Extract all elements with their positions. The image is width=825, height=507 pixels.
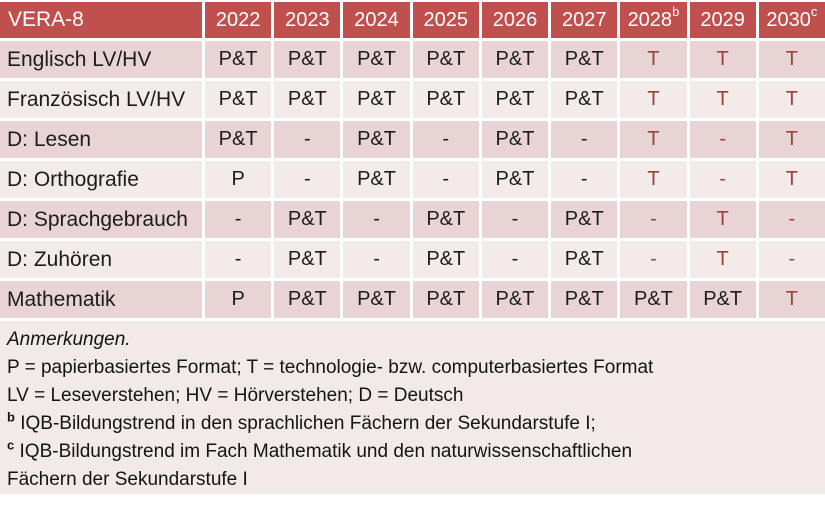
year-header: 2026: [482, 2, 548, 38]
note-footnote-c-continued: Fächern der Sekundarstufe I: [7, 469, 248, 490]
table-cell: P&T: [343, 161, 409, 198]
table-cell: T: [620, 121, 686, 158]
table-cell: T: [690, 201, 756, 238]
table-cell: -: [551, 161, 617, 198]
table-cell: -: [759, 241, 825, 278]
table-cell: T: [759, 81, 825, 118]
table-cell: P&T: [482, 161, 548, 198]
note-abbreviation-legend: LV = Leseverstehen; HV = Hörverstehen; D = Deutsch: [7, 385, 464, 406]
table-cell: -: [690, 161, 756, 198]
row-label: Englisch LV/HV: [0, 41, 202, 78]
table-cell: P&T: [413, 41, 479, 78]
table-cell: -: [343, 241, 409, 278]
table-cell: T: [690, 81, 756, 118]
table-cell: P&T: [482, 121, 548, 158]
table-cell: P&T: [551, 281, 617, 318]
footnote-b-text: IQB-Bildungstrend in den sprachlichen Fächern der Sekundarstufe I;: [20, 413, 596, 434]
year-header: 2027: [551, 2, 617, 38]
table-cell: P&T: [551, 241, 617, 278]
table-cell: T: [620, 161, 686, 198]
table-cell: -: [413, 121, 479, 158]
table-cell: P&T: [551, 201, 617, 238]
table-cell: -: [690, 121, 756, 158]
table-cell: T: [759, 41, 825, 78]
row-label: D: Orthografie: [0, 161, 202, 198]
table-cell: P&T: [343, 81, 409, 118]
table-cell: -: [482, 201, 548, 238]
row-label: D: Lesen: [0, 121, 202, 158]
year-header: 2023: [274, 2, 340, 38]
table-cell: T: [620, 41, 686, 78]
table-cell: T: [759, 281, 825, 318]
table-cell: T: [759, 121, 825, 158]
table-cell: P&T: [413, 241, 479, 278]
table-cell: P&T: [551, 81, 617, 118]
table-cell: T: [690, 241, 756, 278]
table-cell: T: [759, 161, 825, 198]
row-label: D: Zuhören: [0, 241, 202, 278]
table-cell: -: [205, 201, 271, 238]
table-cell: P: [205, 161, 271, 198]
table-cell: -: [620, 201, 686, 238]
table-cell: P&T: [482, 281, 548, 318]
year-footnote-marker: b: [672, 4, 680, 19]
table-cell: P&T: [343, 121, 409, 158]
row-label: Mathematik: [0, 281, 202, 318]
table-cell: P&T: [274, 241, 340, 278]
note-footnote-c: [7, 438, 815, 466]
table-cell: P&T: [205, 121, 271, 158]
table-cell: -: [274, 121, 340, 158]
table-cell: -: [274, 161, 340, 198]
footnote-c-marker: c: [7, 437, 15, 453]
note-format-legend: P = papierbasiertes Format; T = technologie- bzw. computerbasiertes Format: [7, 357, 654, 378]
year-header: 2028 b: [620, 2, 686, 38]
year-header: 2025: [413, 2, 479, 38]
table-cell: P&T: [205, 81, 271, 118]
note-footnote-b: [7, 410, 815, 438]
row-label: D: Sprachgebrauch: [0, 201, 202, 238]
table-cell: P&T: [274, 281, 340, 318]
table-cell: -: [620, 241, 686, 278]
year-header: 2030 c: [759, 2, 825, 38]
year-header: 2024: [343, 2, 409, 38]
table-cell: P&T: [413, 201, 479, 238]
table-cell: -: [343, 201, 409, 238]
table-cell: T: [690, 41, 756, 78]
year-footnote-marker: c: [810, 4, 818, 19]
table-cell: -: [413, 161, 479, 198]
footnote-c-text-line1: IQB-Bildungstrend im Fach Mathematik und den naturwissenschaftlichen: [19, 441, 633, 462]
table-cell: P&T: [205, 41, 271, 78]
table-cell: P: [205, 281, 271, 318]
table-header-title: VERA-8: [0, 2, 202, 38]
row-label: Französisch LV/HV: [0, 81, 202, 118]
table-cell: -: [205, 241, 271, 278]
notes-heading: Anmerkungen.: [7, 329, 131, 350]
table-cell: P&T: [620, 281, 686, 318]
table-cell: P&T: [690, 281, 756, 318]
footnote-b-marker: b: [7, 409, 15, 425]
table-cell: P&T: [274, 41, 340, 78]
notes-section: [0, 321, 825, 494]
table-cell: P&T: [274, 81, 340, 118]
table-cell: P&T: [274, 201, 340, 238]
table-cell: P&T: [482, 81, 548, 118]
table-cell: P&T: [343, 281, 409, 318]
table-cell: T: [620, 81, 686, 118]
table-cell: P&T: [551, 41, 617, 78]
year-header: 2022: [205, 2, 271, 38]
table-cell: -: [551, 121, 617, 158]
table-cell: -: [482, 241, 548, 278]
table-cell: P&T: [413, 281, 479, 318]
table-cell: P&T: [413, 81, 479, 118]
table-cell: P&T: [482, 41, 548, 78]
table-cell: P&T: [343, 41, 409, 78]
year-header: 2029: [690, 2, 756, 38]
table-cell: -: [759, 201, 825, 238]
